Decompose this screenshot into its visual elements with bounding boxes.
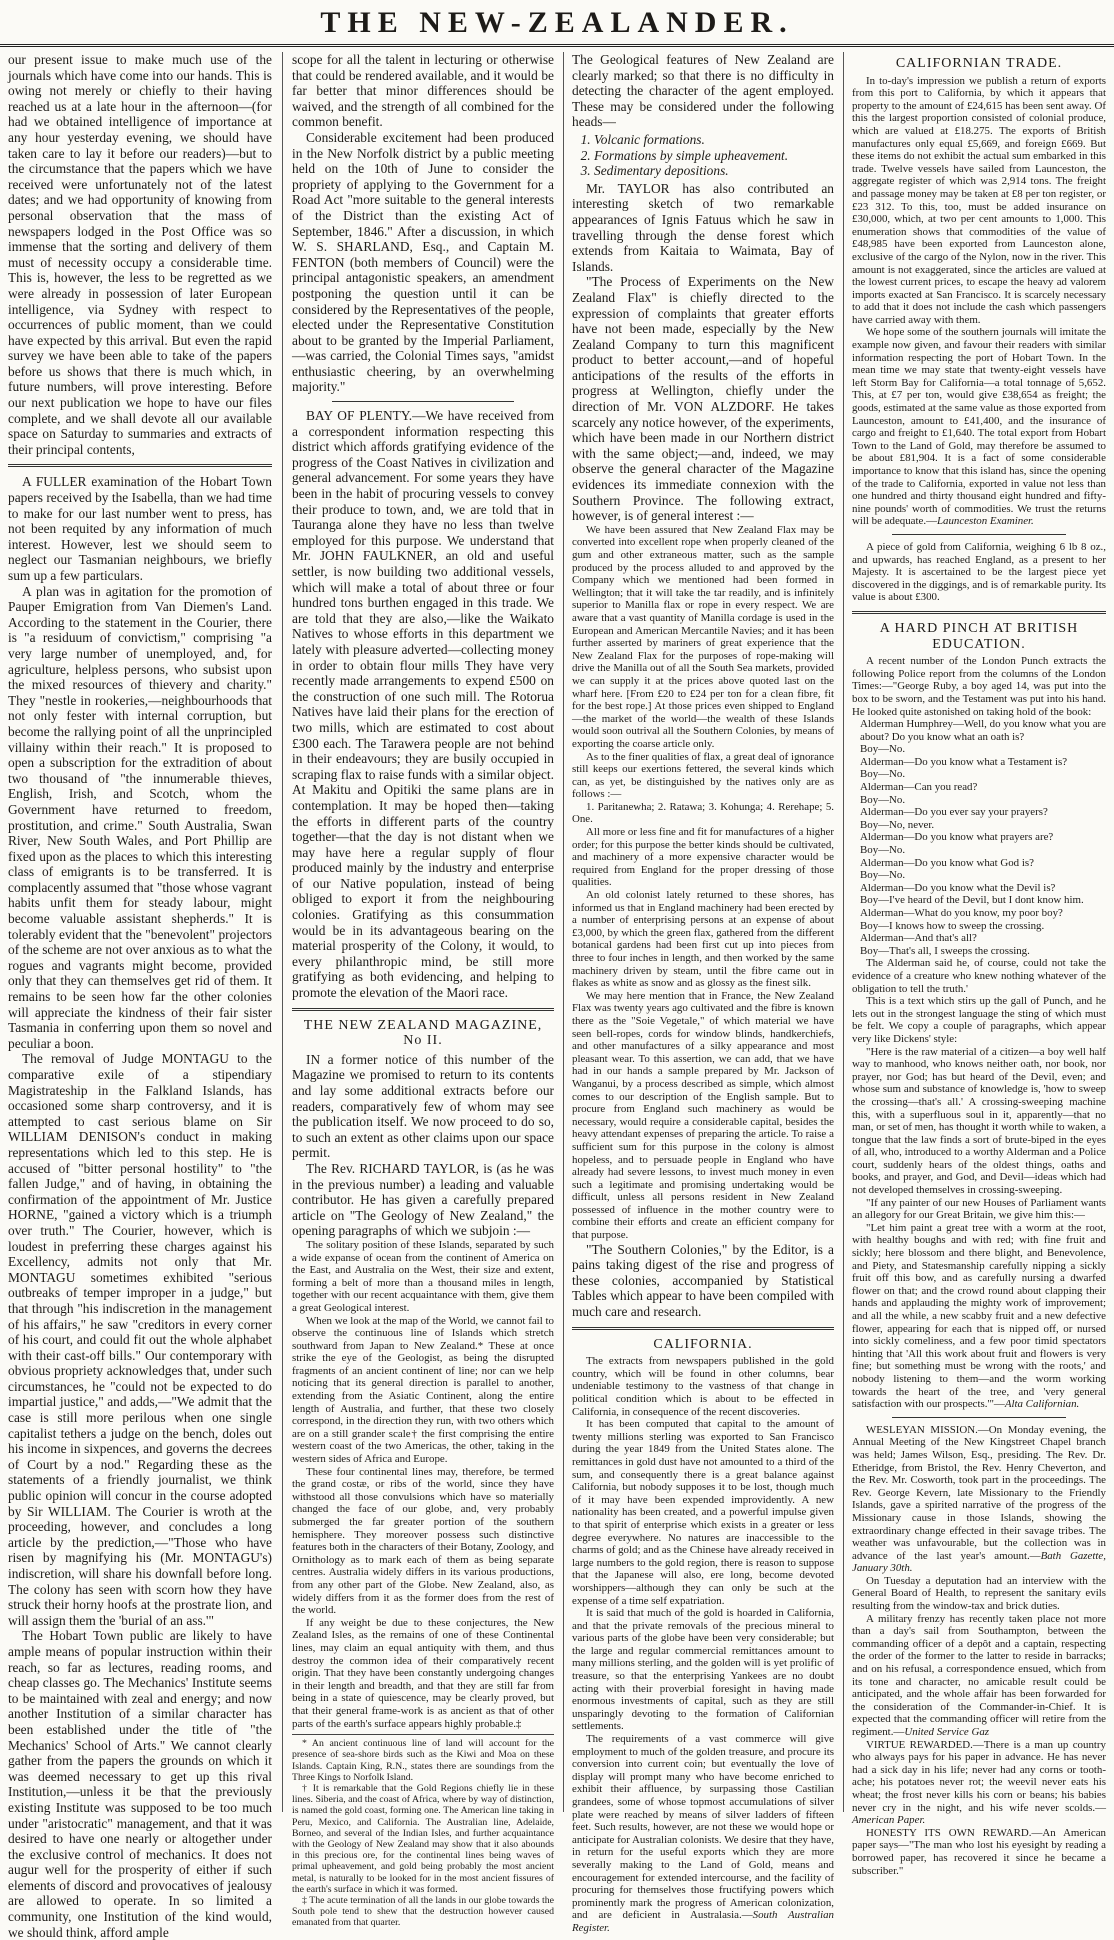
footnote: ‡ The acute termination of all the lands in our globe towards the South pole tend to shew that the destruction however caused emanated from that quarter. xyxy=(292,1894,554,1929)
dialog-line: Boy—I've heard of the Devil, but I dont know him. xyxy=(860,894,1084,907)
source-credit: Bath Gazette, January 30th. xyxy=(852,1549,1106,1575)
article-paragraph: On Tuesday a deputation had an interview with the General Board of Health, to represent the sanitary evils resulting from the window-tax and brick duties. xyxy=(852,1574,1106,1613)
footnotes xyxy=(292,1734,554,1928)
quoted-paragraph: These four continental lines may, therefore, be termed the grand costæ, or ribs of the world, since they have withstood all those convulsions which have so materially changed the face of our globe, and, very probably submerged the far greater portion of the southern hemisphere. They moreover possess such distinctive features both in the characters of their Botany, Zoology, and Ornithology as to mark each of them as being separate centres. Australia widely differs in its various productions, from any other part of the Globe. New Zealand, also, as widely differs from it as the former does from the rest of the world. xyxy=(292,1465,554,1617)
article-text: A military frenzy has recently taken place not more than a day's sail from Southampton, between the commanding officer of a depôt and a captain, respecting the order of the former to the latter to reside in barracks; and on his refusal, a correspondence ensued, which from its tone and character, no amicable result could be anticipated, and the whole affair has been forwarded for the consideration of the Commander-in-Chief. It is expected that the commanding officer will retire from the regiment.— xyxy=(852,1612,1106,1738)
article-paragraph: Considerable excitement had been produced in the New Norfolk district by a public meeting held on the 10th of June to consider the propriety of applying to the Government for a Road Act "more suitable to the general interests of the District than the existing Act of September, 1846." After a discussion, in which W. S. SHARLAND, Esq., and Captain M. FENTON (both members of Council) were the principal antagonistic speakers, an amendment postponing the question until it can be considered by the Representatives of the people, elected under the Representative Constitution about to be granted by the Imperial Parliament,—was carried, the Colonial Times says, "amidst enthusiastic cheering, by an overwhelming majority." xyxy=(292,129,554,395)
article-paragraph: A plan was in agitation for the promotion of Pauper Emigration from Van Diemen's Land. According to the statement in the Courier, there is "a residuum of convictism," comprising "a very large number of unemployed, and, for agriculture, helpless persons, who subsist upon the mixed resources of thievery and charity." They "nestle in rookeries,—neighbourhoods that not only fester with internal corruption, but become the rallying point of all the unprincipled villainy within their reach." It is proposed to open a subscription for the extradition of about two thousand of "the innumerable thieves, English, Irish, and Scotch, whom the Government have returned to freedom, prostitution, and crime." South Australia, Swan River, New South Wales, and Port Phillip are fixed upon as the places to which this interesting class of emigrants is to be transferred. It is complacently assumed that "those whose vagrant habits unfit them for steady labour, might become valuable assistant shepherds." It is tolerably evident that the "benevolent" projectors of the scheme are not over anxious as to what the rogues and vagrants might become, provided only that they can themselves get rid of them. It remains to be seen how far the other colonies will appreciate the kindness of their fair sister Tasmania in conferring upon them so novel and peculiar a boon. xyxy=(8,583,273,1051)
newspaper-title: THE NEW-ZEALANDER. xyxy=(320,6,794,39)
dialog-line: Boy—No. xyxy=(860,869,906,882)
article-separator xyxy=(292,1008,554,1011)
article-text: "Let him paint a great tree with a worm at the root, with healthy boughs and with red; with fine fruit and sickly; here blossom and there blight, and Benevolence, and Piety, and Statesmanship carefully nipping a sickly fruit off this bow, and as carefully nursing a dwarfed flower on that; and the crowd round about clapping their hands and applauding the mighty work of improvement; and all the while, a new scabby fruit and a new defective flower, appearing for each that is nipped off, or nursed into sickly comeliness, and a few poor timid spectators hinting that 'All this work about fruit and flowers is very fine; but something must be wrong with the roots,' and nobody listening to them—and the worm working towards the heart of the tree, and 'very general satisfaction with our prospects.'"— xyxy=(852,1221,1106,1411)
article-paragraph: In to-day's impression we publish a return of exports from this port to California, by which it appears that property to the amount of £24,615 has been sent away. Of this the largest proportion consisted of colonial produce, which are valued at £18.275. The exports of British manufactures only equal £5,669, and foreign £669. But these items do not exhibit the actual sum embarked in this trade. Twelve vessels have sailed from Launceston, the aggregate register of which was 2,914 tons. The freight and passage money may be taken at £8 per ton register, or £23 312. To this, too, must be added insurance on £30,000, which, at two per cent amounts to 1,000. This enumeration shows that commodities of the value of £48,985 have been exported from Launceston alone, exclusive of the cargo of the Nylon, now in the river. This amount is not exaggerated, since the articles are valued at the lowest current prices, to escape the heavy ad valorem imports exacted at San Francisco. It is scarcely necessary to add that it does not include the cash which passengers have carried away with them. xyxy=(852,74,1106,326)
dialog-line: Alderman—What do you know, my poor boy? xyxy=(860,907,1063,919)
list-item: 1. Volcanic formations. xyxy=(594,132,834,148)
article-paragraph xyxy=(852,1424,1106,1575)
article-paragraph: It has been computed that capital to the amount of twenty millions sterling was exported to San Francisco during the year 1849 from the United States alone. The remittances in gold dust have not amounted to a third of the sum, and consequently there is a great balance against California, but nobody supposes it to be lost, though much of it may have been expended improvidently. A new nationality has been created, and a powerful impulse given to that spirit of enterprise which exists in a greater or less degree everywhere. No natures are inaccessible to the charms of gold; and as the Chinese have already received in large numbers to the gold region, there is reason to suppose that the Japanese will also, ere long, become devoted worshippers—although they can only be such at the expense of a time self expatriation. xyxy=(572,1418,834,1607)
dialog-line: Boy—No. xyxy=(860,743,906,756)
article-separator xyxy=(892,534,1066,535)
column-4 xyxy=(852,52,1106,1877)
article-paragraph: our present issue to make much use of the journals which have come into our hands. This is owing not merely or chiefly to their having reached us at a late hour in the afternoon—(for had we obtained intelligence of importance at any hour yesterday evening, we should have taken care to lay it before our readers)—but to the circumstance that the papers which we have received were unfortunately not of the latest dates; and we had opportunity of knowing from personal observation that the mass of newspapers lodged in the Post Office was so immense that the sorting and delivery of them must of necessity occupy a considerable time. This is, however, the less to be regretted as we were already in possession of later European intelligence, via Sydney with respect to occurrences of public moment, than we could have expected by this arrival. But even the rapid survey we have been able to take of the papers before us shows that there is much which, in future numbers, will prove interesting. Before our next publication we hope to have our files complete, and we shall devote all our available space on Saturday to summaries and extracts of their principal contents, xyxy=(8,52,272,457)
section-heading: CALIFORNIAN TRADE. xyxy=(895,56,1063,71)
article-separator xyxy=(852,611,1106,614)
article-text: WESLEYAN MISSION.—On Monday evening, the Annual Meeting of the New Kingstreet Chapel branch was held; James Wilson, Esq., presiding. The Rev. Dr. Etheridge, from Bristol, the Rev. Henry Cheverton, and the Rev. Mr. Cosworth, took part in the proceedings. The Rev. George Kevern, late Missionary to the Friendly Islands, gave a spirited narrative of the progress of the Missionary cause in those Islands, showing the extraordinary change effected in their savage tribes. The weather was unfavourable, but the collection was in advance of the last year's amount.— xyxy=(852,1423,1106,1562)
quoted-paragraph: As to the finer qualities of flax, a great deal of ignorance still keeps our exertions fettered, the several kinds which can, as yet, be distinguished by the natives only are as follows :— xyxy=(572,750,834,801)
dialog-line: Alderman—Can you read? xyxy=(860,781,978,794)
dialog-line: Alderman—Do you know what a Testament is? xyxy=(860,755,1068,768)
source-credit: South Australian Register. xyxy=(572,1909,834,1934)
dialog-line: Alderman—Do you know what the Devil is? xyxy=(860,881,1056,894)
article-paragraph: The Rev. RICHARD TAYLOR, is (as he was in the previous number) a leading and valuable contributor. He has given a carefully prepared article on "The Geology of New Zealand," the opening paragraphs of which we subjoin :— xyxy=(292,1160,554,1239)
dialog-line: Boy—No, never. xyxy=(860,818,935,831)
dialog-line: Alderman—Do you ever say your prayers? xyxy=(860,806,1048,819)
article-paragraph: It is said that much of the gold is hoarded in California, and that the private removals of the precious mineral to various parts of the globe have been very considerable; but the large and regular commercial remittances amount to many millions sterling, and the golden will is yet prolific of treasure, so that the enterprising Yankees are no doubt acting with their proverbial foresight in having made enormous investments of capital, such as they are still unsparingly devoting to the formation of Californian settlements. xyxy=(572,1607,834,1733)
quoted-paragraph: When we look at the map of the World, we cannot fail to observe the continuous line of Islands which stretch southward from Japan to New Zealand.* These at once strike the eye of the Geologist, as being the disrupted fragments of an ancient continent of line; nor can we help noticing that its general direction is parallel to another, extending from the Asiatic Continent, along the entire length of Australia, and further, that these two closely correspond, in the direction they run, with two others which are on a still grander scale† the first comprising the entire western coast of the two Americas, the other, taking in the western sides of Africa and Europe. xyxy=(292,1314,554,1466)
masthead-rule xyxy=(0,44,1114,47)
article-paragraph: The Alderman said he, of course, could not take the evidence of a creature who knew nothing whatever of the obligation to tell the truth.' xyxy=(852,957,1106,995)
article-paragraph: BAY OF PLENTY.—We have received from a correspondent information respecting this district which affords gratifying evidence of the progress of the Coast Natives in civilization and general advancement. For some years they have been in the habit of procuring vessels to convey their produce to town, and, we are told that in Tauranga alone they have no less than twelve employed for this purpose. We understand that Mr. JOHN FAULKNER, an old and useful settler, is now building two additional vessels, which will make a total of about three or four hundred tons burthen engaged in this trade. We are told that they are also,—like the Waikato Natives to whose efforts in this department we lately with pleasure adverted—collecting money in order to obtain flour mills They have very recently made arrangements to expend £500 on the construction of one such mill. The Rotorua Natives have laid their plans for the erection of two mills, which are estimated to cost about £300 each. The Tarawera people are not behind in their endeavours; they are busily occupied in scraping flax to raise funds with a similar object. At Makitu and Opitiki the same plans are in contemplation. It may be hoped then—taking the efforts in different parts of the country together—that the day is not distant when we may have here a regular supply of flour produced mainly by the industry and enterprise of our Native population, instead of being obliged to export it from the neighbouring colonies. Gratifying as this consummation would be in its advantageous bearing on the material prosperity of the Colony, it would, to every philanthropic mind, be still more gratifying as both evidencing, and helping to promote the elevation of the Maori race. xyxy=(292,408,554,1001)
article-paragraph: The Hobart Town public are likely to have ample means of popular instruction within their reach, so far as lectures, reading rooms, and cheap classes go. The Mechanics' Institute seems to be maintained with zeal and energy; and now another Institution of a similar character has been established under the title of "the Mechanics' School of Arts." We cannot clearly gather from the papers the grounds on which it was deemed necessary to get up this rival Institution,—unless it be that the previously existing Institute was supposed to be too much under "aristocratic" management, and that it was desired to have one nearly or altogether under the exclusive control of mechanics. It does not augur well for the prosperity of either if such elements of discord and provocatives of jealousy are allowed to operate. In so limited a community, one Institution of the kind would, we should think, afford ample xyxy=(8,1628,272,1940)
dialog-line: Alderman—And that's all? xyxy=(860,932,977,945)
source-credit: Alta Californian. xyxy=(1004,1398,1080,1411)
article-paragraph xyxy=(852,1613,1106,1739)
article-text: We hope some of the southern journals will imitate the example now given, and favour their readers with similar information respecting the port of Hobart Town. In the mean time we may state that twenty-eight vessels have left Storm Bay for California—a total tonnage of 5,652. This, at £7 per ton, would give £38,654 as freight; the goods, estimated at the same value as those exported from Launceston, amount to £41,400, and the insurance of cargo and freight to £1,640. The total export from Hobart Town to the Land of Gold, may therefore be assumed to be about £81,904. It is a fact of some considerable importance to know that this island has, since the opening of the trade to California, exported in value not less than one hundred and thirty thousand eight hundred and fifty-nine pounds' worth of commodities. We trust the returns will be adequate.— xyxy=(852,326,1106,528)
footnote: * An ancient continuous line of land will account for the presence of sea-shore birds such as the Kiwi and Moa on these Islands. Captain King, R.N., states there are soundings from the Three Kings to Norfolk Island. xyxy=(292,1738,554,1783)
article-paragraph xyxy=(572,1733,834,1935)
article-paragraph: A piece of gold from California, weighing 6 lb 8 oz., and upwards, has reached England, as a present to her Majesty. It is ascertained to be the largest piece yet discovered in the diggings, and is of remarkable purity. Its value is about £300. xyxy=(852,540,1106,604)
article-paragraph: "The Southern Colonies," by the Editor, is a pains taking digest of the rise and progress of these colonies, accompanied by Statistical Tables which appear to have been compiled with much care and research. xyxy=(572,1241,834,1320)
quoted-paragraph: All more or less fine and fit for manufactures of a higher order; for this purpose the better kinds should be cultivated, and machinery of a more expensive character would be required from England for the proper dressing of those qualities. xyxy=(572,826,834,889)
article-separator xyxy=(892,1417,1066,1418)
quoted-paragraph: If any weight be due to these conjectures, the New Zealand Isles, as the remains of one of these Continental lines, may claim an equal antiquity with them, and thus destroy the common idea of their comparatively recent origin. That they have been constantly undergoing changes in their length and breadth, and that they are still far from being in a state of quiescence, may be clearly proved, but that their general frame-work is as ancient as that of other parts of the earth's surface appears highly probable.‡ xyxy=(292,1616,554,1730)
heads-list xyxy=(594,132,834,179)
quoted-paragraph: 1. Paritanewha; 2. Ratawa; 3. Kohunga; 4. Rerehape; 5. One. xyxy=(572,800,834,826)
section-heading: A HARD PINCH AT BRITISH EDUCATION. xyxy=(879,620,1079,652)
article-paragraph xyxy=(852,326,1106,528)
article-paragraph: Mr. TAYLOR has also contributed an interesting sketch of two remarkable appearances of Ignis Fatuus which he saw in travelling through the dense forest which extends from Kaitaia to Waimata, Bay of Islands. xyxy=(572,180,834,274)
dialog-line: Alderman—Do you know what God is? xyxy=(860,856,1034,869)
article-paragraph: This is a text which stirs up the gall of Punch, and he lets out in the strongest language the sting of which must be felt. We copy a couple of paragraphs, which appear very like Dickens' style: xyxy=(852,995,1106,1045)
quoted-paragraph: The solitary position of these Islands, separated by such a wide expanse of ocean from the continent of America on the East, and Australia on the West, their size and extent, forming a belt of more than a thousand miles in length, together with our recent acquaintance with them, give them a great Geological interest. xyxy=(292,1238,554,1314)
dialog-line: Boy—That's all, I sweeps the crossing. xyxy=(860,944,1030,957)
section-heading: THE NEW ZEALAND MAGAZINE, No II. xyxy=(303,1017,543,1049)
source-credit: American Paper. xyxy=(852,1814,926,1827)
article-paragraph: HONESTY ITS OWN REWARD.—An American paper says—"The man who lost his eyesight by reading a borrowed paper, has recovered it since he became a subscriber." xyxy=(852,1826,1106,1877)
dialog-line: Alderman Humphrey—Well, do you know what you are about? Do you know what an oath is? xyxy=(860,718,1106,743)
list-item: 3. Sedimentary depositions. xyxy=(594,163,834,179)
column-divider xyxy=(282,52,283,1812)
list-item: 2. Formations by simple upheavement. xyxy=(594,148,834,164)
dialog-line: Boy—No. xyxy=(860,844,906,857)
article-paragraph: The Geological features of New Zealand are clearly marked; so that there is no difficulty in detecting the character of the agent employed. These may be considered under the following heads— xyxy=(572,52,834,130)
footnote: † It is remarkable that the Gold Regions chiefly lie in these lines. Siberia, and the coast of Africa, where by way of distinction, is named the gold coast, forming one. The American line taking in Peru, Mexico, and California. The Australian line, Adelaide, Borneo, and several of the Indian Isles, and further acquaintance with the Geology of New Zealand may show that it also abounds in this precious ore, for the continental lines being waves of primal upheavement, and gold being probably the most ancient metal, is naturally to be looked for in the most ancient fissures of the earth's surface in which it was formed. xyxy=(292,1782,554,1895)
article-paragraph: "The Process of Experiments on the New Zealand Flax" is chiefly directed to the expression of complaints that greater efforts have not been made, especially by the New Zealand Company to turn this magnificent product to better account,—and of hopeful anticipations of the results of the efforts in progress at Wellington, chiefly under the direction of Mr. VON ALZDORF. He takes scarcely any notice however, of the experiments, which have been made in our Northern district with the same object;—and, indeed, we may observe the general character of the Magazine evidences its immediate connexion with the Southern Province. The following extract, however, is of general interest :— xyxy=(572,274,834,524)
dialog-block xyxy=(852,718,1106,957)
dialog-line: Boy—No. xyxy=(860,793,906,806)
article-separator xyxy=(332,401,514,402)
dialog-line: Boy—I knows how to sweep the crossing. xyxy=(860,919,1045,932)
masthead xyxy=(0,0,1114,48)
article-separator xyxy=(8,464,272,467)
article-paragraph: IN a former notice of this number of the Magazine we promised to return to its contents and lay some additional extracts before our readers, comparatively few of whom may see the publication itself. We now proceed to do so, to such an extent as other claims upon our space permit. xyxy=(292,1051,554,1161)
article-paragraph: The removal of Judge MONTAGU to the comparative exile of a stipendiary Magistrateship in the Falkland Islands, has occasioned some sharp controversy, and it is attempted to cast serious blame on Sir WILLIAM DENISON's conduct in making representations which led to this step. He is accused of "bitter personal hostility" to "the fallen Judge," and of having, in obtaining the confirmation of the appointment of Mr. Justice HORNE, "gained a victory which is a triumph over truth." The Courier, however, which is loudest in preferring these charges against his Excellency, admits not only that Mr. MONTAGU sometimes exhibited "serious outbreaks of temper improper in a judge," but that through "his indiscretion in the management of his affairs," he saw "creditors in every corner of his court, and could fit out the whole alphabet with their cast-off bills." Our contemporary with obvious propriety acknowledges that, under such circumstances, he "could not be expected to do impartial justice," and adds,—"We admit that the case is still more perilous when one single capitalist tethers a judge on the bench, doles out his income in sixpences, and governs the decrees of Court by a nod." Regarding these as the statements of a friendly journalist, we think public opinion will concur in the course adopted by Sir WILLIAM. The Courier is wroth at the proceeding, however, and concludes a long article by the prediction,—"Those who have risen by magnifying his (Mr. MONTAGU's) indiscretion, will share his downfall before long. The colony has seen with scorn how they have struck their horny hoofs at the prostrate lion, and will assign them the 'burial of an ass.'" xyxy=(8,1051,272,1628)
column-1 xyxy=(8,52,273,1940)
article-paragraph xyxy=(852,1739,1106,1827)
article-separator xyxy=(572,1327,834,1330)
article-paragraph: "Here is the raw material of a citizen—a boy well half way to manhood, who knows neither oath, nor book, nor prayer, nor God; has but heard of the Devil, even; and whose sum and substance of knowledge is, 'how to sweep the crossing—that's all.' A crossing-sweeping machine this, with a superfluous soul in it, apparently—that no man, or set of men, has thought it worth while to waken, a tongue that the law finds a sort of brute-biped in the eyes of all, who, introduced to a worthy Alderman and a Police court, suddenly hears of the oldest things, oaths and books, and prayer, and God, and Devil—ideas which had not developed themselves in crossing-sweeping. xyxy=(852,1045,1106,1197)
column-divider xyxy=(843,52,844,1812)
dialog-line: Boy—No. xyxy=(860,768,906,781)
source-credit: Launceston Examiner. xyxy=(936,515,1034,528)
quoted-paragraph: We have been assured that New Zealand Flax may be converted into excellent rope when properly cleaned of the gum and other extraneous matter, such as the sample produced by the process alluded to and approved by the Company which we mentioned had been formed in Wellington; that it will take the tar readily, and is infinitely superior to Manilla flax or rope in every respect. We are aware that a vast quantity of Manilla cordage is used in the European and American Mercantile Navies; and it has been further asserted by mariners of great experience that the New Zealand Flax for the purposes of rope-making will drive the Manilla out of all the South Sea markets, provided we can supply it at the prices above quoted last on the wharf here. [From £20 to £24 per ton for a clean fibre, fit for the best rope.] At those prices even shipped to England—the market of the world—the wealth of these Islands would soon outrival all the Southern Colonies, by means of exporting the coarse article only. xyxy=(572,523,834,750)
column-3 xyxy=(572,52,834,1934)
source-credit: United Service Gaz xyxy=(904,1726,990,1738)
dialog-line: Alderman—Do you know what prayers are? xyxy=(860,831,1054,844)
article-paragraph: "If any painter of our new Houses of Parliament wants an allegory for our Great Britain, we give him this:— xyxy=(852,1196,1106,1222)
column-divider xyxy=(563,52,564,1812)
quoted-paragraph: We may here mention that in France, the New Zealand Flax was twenty years ago cultivated and the fibre is known there as the "Soie Vegetale," of which material we have seen bell-ropes, cords for window blinds, handkerchiefs, and other manufactures of a silky appearance and most pleasant wear. To this assertion, we can add, that we have had in our hands a sample prepared by Mr. Jackson of Wanganui, by a process described as simple, which almost comes to our description of the English sample. But to procure from England such machinery as would be necessary, would require a considerable capital, besides the heavy attendant expenses of preparing the article. To raise a sufficient sum for this purpose in the colony is almost hopeless, and to persuade people in England who have already had severe lessons, to invest much money in even such a legitimate and promising undertaking would be difficult, unless all persons resident in New Zealand possessed of influence in the mother country were to combine their efforts and create an efficient company for that purpose. xyxy=(572,989,834,1242)
section-heading: CALIFORNIA. xyxy=(653,1336,753,1352)
article-paragraph: The extracts from newspapers published in the gold country, which will be found in other columns, bear undeniable testimony to the vastness of that change in political condition which is about to be effected in California, in consequence of the recent discoveries. xyxy=(572,1355,834,1418)
article-paragraph: scope for all the talent in lecturing or otherwise that could be rendered available, and it would be far better that minor differences should be waived, and the strength of all combined for the common benefit. xyxy=(292,52,554,130)
article-paragraph xyxy=(852,1222,1106,1411)
article-paragraph: A FULLER examination of the Hobart Town papers received by the Isabella, than we had time to make for our last number went to press, has not been requited by any information of much interest. However, lest we should seem to neglect our Tasmanian neighbours, we briefly sum up a few particulars. xyxy=(8,474,272,583)
quoted-paragraph: An old colonist lately returned to these shores, has informed us that in England machinery had been erected by a number of enterprising persons at an expense of about £3,000, by which the green flax, gathered from the different botanical gardens had been first cut up into pieces from three to four inches in length, and then worked by the same machinery driven by steam, until the fibre came out in flakes as white as snow and as glossy as the finest silk. xyxy=(572,889,834,990)
column-2 xyxy=(292,52,554,1929)
article-text: VIRTUE REWARDED.—There is a man up country who always pays for his paper in advance. He has never had a sick day in his life; never had any corns or tooth-ache; his potatoes never rot; the weevil never eats his wheat; the frost never kills his corn or beans; his babies never cry in the night, and his wife never scolds.— xyxy=(852,1738,1106,1814)
article-paragraph: A recent number of the London Punch extracts the following Police report from the columns of the London Times:—"George Ruby, a boy aged 14, was put into the box to be sworn, and the Testament was put into his hand. He looked quite astonished on taking hold of the book: xyxy=(852,655,1106,718)
article-text: The requirements of a vast commerce will give employment to much of the golden treasure, and procure its conversion into current coin; but eventually the love of display will prompt many who have become enriched to exhibit their affluence, by surpassing those Castilian grandees, some of whose topmost accumulations of silver plate were reached by means of silver ladders of fifteen feet. Such results, however, are not these we would hope or anticipate for Australian colonists. We desire that they have, in return for the useful exports which they are more severally making to the Land of Gold, means and encouragement for extended intercourse, and the facility of procuring for themselves those fructifying powers which prominently mark the progress of American colonization, and are deficient in Australasia.— xyxy=(572,1733,834,1922)
